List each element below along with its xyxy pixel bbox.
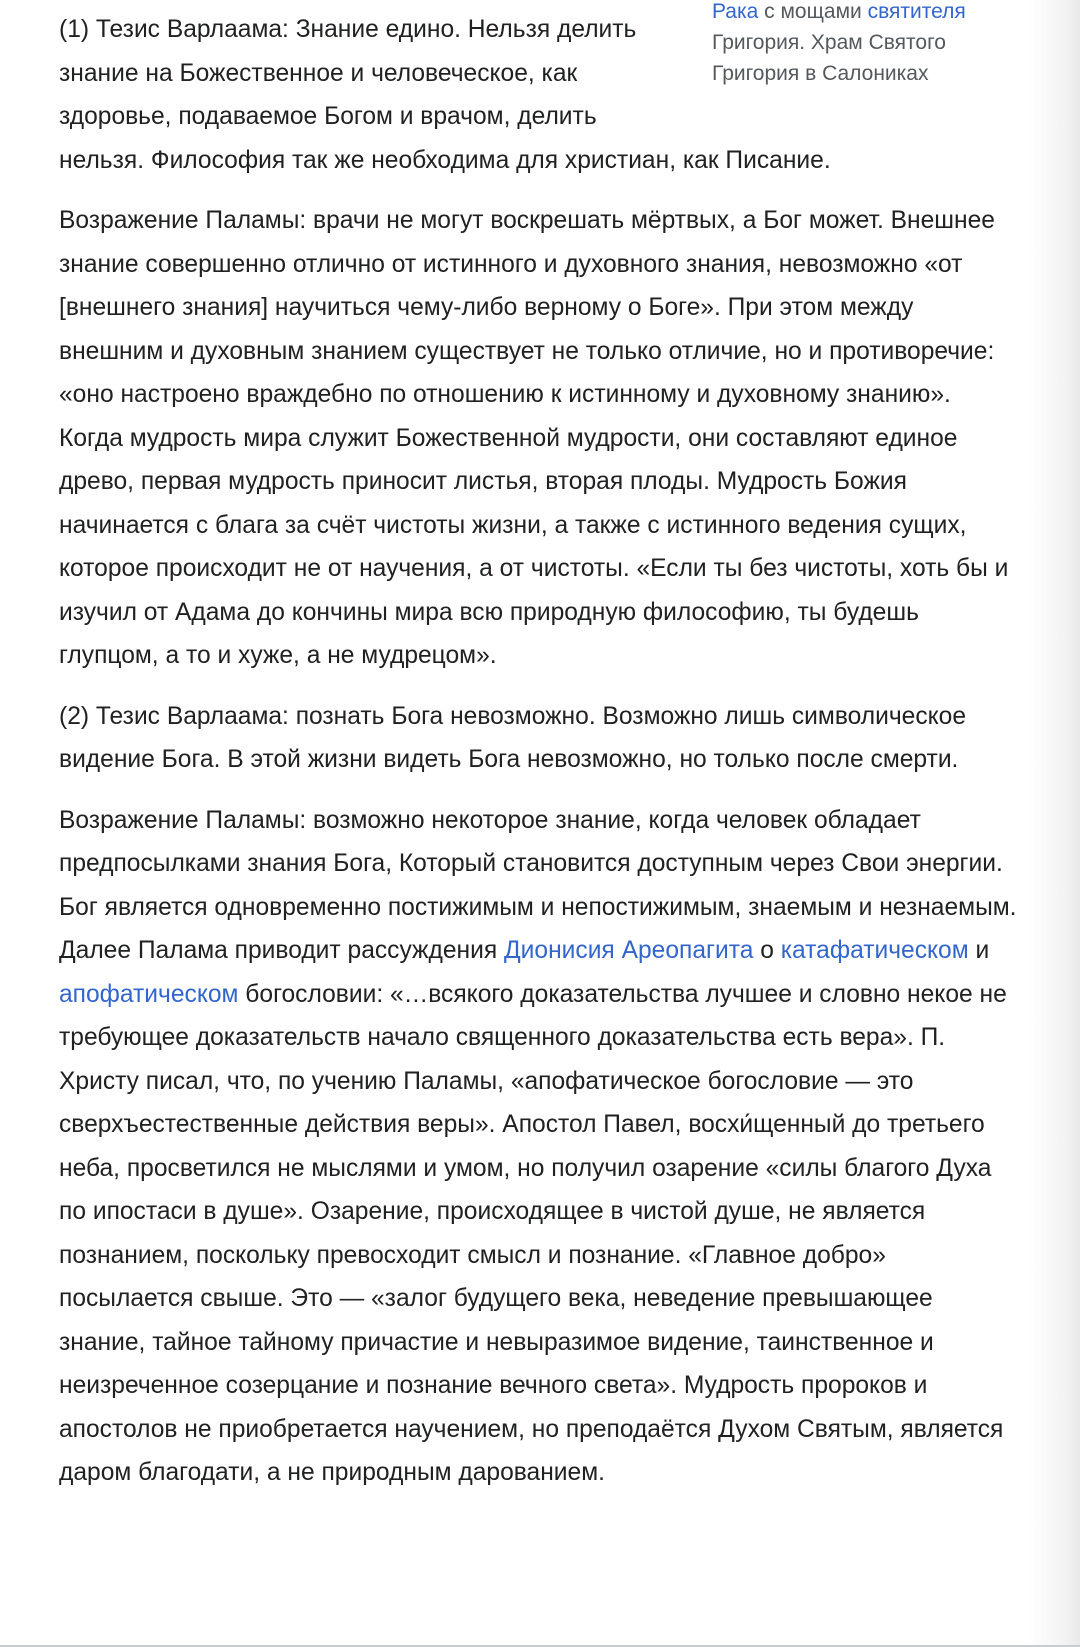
- link-cataphatic[interactable]: катафатическом: [780, 937, 969, 964]
- caption-text-part: с мощами: [758, 0, 868, 23]
- link-dionysius-areopagite[interactable]: Дионисия Ареопагита: [504, 937, 754, 964]
- paragraph: [59, 799, 1019, 1495]
- link-apophatic[interactable]: апофатическом: [59, 980, 239, 1008]
- paragraph: (2) Тезис Варлаама: познать Бога невозможно. Возможно лишь символическое видение Бога. В этой жизни видеть Бога невозможно, но только после смерти.: [59, 702, 967, 773]
- caption-text-part: Григория. Храм Святого Григория в Салониках: [712, 31, 946, 85]
- paragraph-text: богословии: «…всякого доказательства лучшее и словно некое не требующее доказательств начало священного доказательства есть вера». П. Христу писал, что, по учению Паламы, «апофатическое богословие — это сверхъестественные действия веры». Апостол Павел, восхи́щенный до третьего неба, просветился не мыслями и умом, но получил озарение «силы благого Духа по ипостаси в душе». Озарение, происходящее в чистой душе, не является познанием, поскольку превосходит смысл и познание. «Главное добро» посылается свыше. Это — «залог будущего века, неведение превышающее знание, тайное тайному причастие и невыразимое видение, таинственное и неизреченное созерцание и познание вечного света». Мудрость пророков и апостолов не приобретается научением, но преподаётся Духом Святым, является даром благодати, а не природным дарованием.: [59, 980, 1007, 1486]
- article-body: [59, 8, 1019, 1512]
- paragraph: Возражение Паламы: врачи не могут воскрешать мёртвых, а Бог может. Внешнее знание совершенно отлично от истинного и духовного знания, невозможно «от [внешнего знания] научиться чему-либо верному о Боге». При этом между внешним и духовным знанием существует не только отличие, но и противоречие: «оно настроено враждебно по отношению к истинному и духовному знанию». Когда мудрость мира служит Божественной мудрости, они составляют единое древо, первая мудрость приносит листья, вторая плоды. Мудрость Божия начинается с блага за счёт чистоты жизни, а также с истинного ведения сущих, которое происходит не от научения, а от чистоты. «Если ты без чистоты, хоть бы и изучил от Адама до кончины мира всю природную философию, ты будешь глупцом, а то и хуже, а не мудрецом».: [59, 207, 1009, 669]
- caption-link-raka[interactable]: Рака: [712, 0, 759, 23]
- paragraph-text: (1) Тезис Варлаама: Знание едино. Нельзя делить знание на Божественное и человеческое, как здоровье, подаваемое Богом и врачом, делить нельзя. Философия так же необходима для христиан, как Писание.: [59, 16, 831, 174]
- caption-link-svyatitel[interactable]: святителя: [867, 0, 966, 23]
- paragraph: [59, 8, 1019, 182]
- right-edge-shadow: [1028, 0, 1080, 1647]
- paragraph-text: Возражение Паламы: возможно некоторое знание, когда человек обладает предпосылками знания Бога, Который становится доступным через Свои энергии. Бог является одновременно постижимым и непостижимым, знаемым и незнаемым. Далее Палама приводит рассуждения: [59, 806, 1017, 964]
- paragraph-text: и: [968, 937, 990, 964]
- image-float-space: [677, 8, 1019, 128]
- paragraph-text: о: [753, 937, 781, 964]
